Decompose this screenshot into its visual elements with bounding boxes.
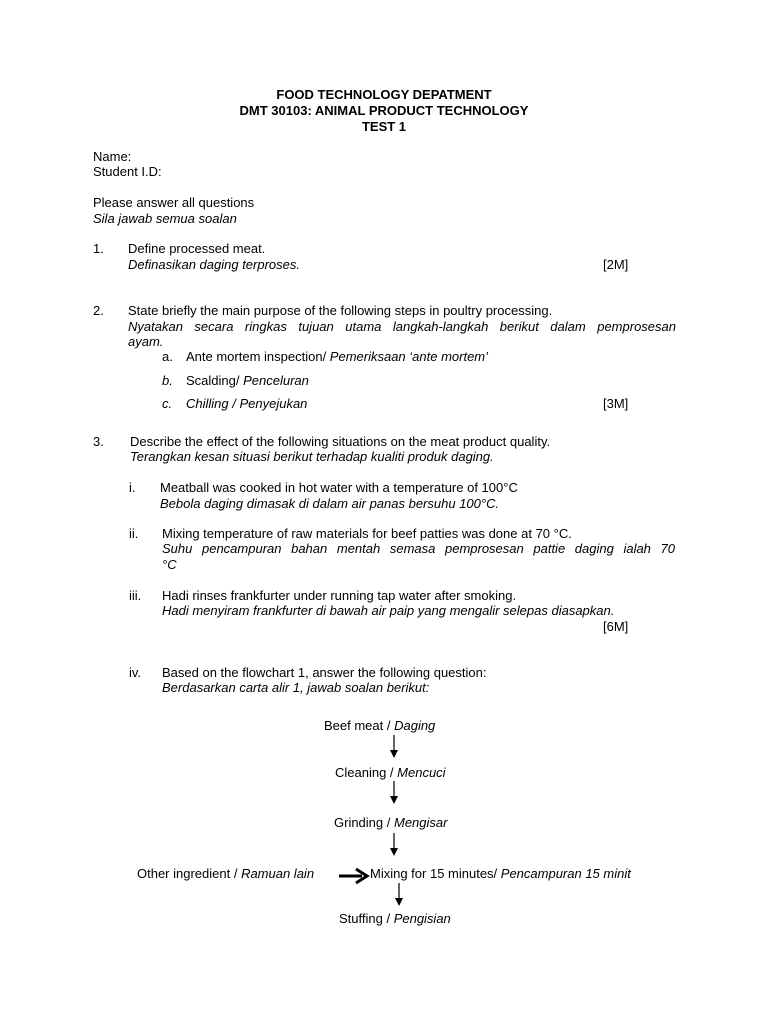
q2-marks: [3M] <box>603 396 629 411</box>
q3-item-i-en: Meatball was cooked in hot water with a temperature of 100°C <box>160 480 518 495</box>
q1-text-ms: Definasikan daging terproses. <box>128 257 300 272</box>
q3-item-ii-ms: Suhu pencampuran bahan mentah semasa pemprosesan pattie daging ialah 70 <box>162 541 675 556</box>
dept-title: FOOD TECHNOLOGY DEPATMENT <box>276 87 492 102</box>
flow-step5-ms: Pengisian <box>393 911 451 926</box>
instruction-ms: Sila jawab semua soalan <box>93 211 237 226</box>
q3-item-iv-ms: Berdasarkan carta alir 1, jawab soalan berikut: <box>162 680 430 695</box>
flow-arrow-down-icon <box>394 883 404 907</box>
flow-arrow-down-icon <box>389 781 399 805</box>
q3-text-ms: Terangkan kesan situasi berikut terhadap kualiti produk daging. <box>130 449 494 464</box>
flow-arrow-down-icon <box>389 735 399 759</box>
instruction-en: Please answer all questions <box>93 195 255 210</box>
q2-item-a-label: a. <box>162 349 173 364</box>
flow-arrow-down-icon <box>389 833 399 857</box>
test-title: TEST 1 <box>361 119 407 134</box>
flow-arrow-right-icon <box>338 866 370 886</box>
q3-item-i-ms: Bebola daging dimasak di dalam air panas bersuhu 100°C. <box>160 496 500 511</box>
q3-item-iv-label: iv. <box>129 665 142 680</box>
flow-side-ms: Ramuan lain <box>241 866 315 881</box>
flow-step1-ms: Daging <box>394 718 436 733</box>
course-title: DMT 30103: ANIMAL PRODUCT TECHNOLOGY <box>239 103 529 118</box>
student-id-label: Student I.D: <box>93 164 162 179</box>
flow-step4-en: Mixing for 15 minutes/ <box>370 866 501 881</box>
q3-item-iii-label: iii. <box>129 588 142 603</box>
q2-item-a <box>186 349 488 365</box>
flow-step-stuffing <box>339 911 451 927</box>
flow-step-mixing <box>370 866 631 882</box>
name-label: Name: <box>93 149 132 164</box>
q2-item-c-label: c. <box>162 396 173 411</box>
flow-step3-en: Grinding / <box>334 815 394 830</box>
flow-step-grinding <box>334 815 447 831</box>
flow-step2-en: Cleaning / <box>335 765 398 780</box>
flow-step1-en: Beef meat / <box>324 718 395 733</box>
q2-item-a-ms: Pemeriksaan ‘ante mortem’ <box>329 349 489 364</box>
flow-step5-en: Stuffing / <box>339 911 394 926</box>
flow-step-cleaning <box>335 765 446 781</box>
q3-item-ii-label: ii. <box>129 526 139 541</box>
q2-text-ms-line2: ayam. <box>128 334 164 349</box>
q2-number: 2. <box>93 303 104 318</box>
q3-item-iv-en: Based on the flowchart 1, answer the following question: <box>162 665 487 680</box>
q2-item-b <box>186 373 309 389</box>
flow-side-other-ingredient <box>137 866 314 882</box>
q2-item-b-label: b. <box>162 373 173 388</box>
q3-item-ii-en: Mixing temperature of raw materials for beef patties was done at 70 °C. <box>162 526 572 541</box>
q2-item-a-en: Ante mortem inspection/ <box>186 349 330 364</box>
q3-item-i-label: i. <box>129 480 136 495</box>
q2-item-b-en: Scalding/ <box>186 373 244 388</box>
flow-step3-ms: Mengisar <box>393 815 448 830</box>
flow-side-en: Other ingredient / <box>137 866 242 881</box>
q3-number: 3. <box>93 434 104 449</box>
q3-text-en: Describe the effect of the following situations on the meat product quality. <box>130 434 551 449</box>
q2-text-ms-line1: Nyatakan secara ringkas tujuan utama langkah-langkah berikut dalam pemprosesan <box>128 319 676 334</box>
q3-item-iii-en: Hadi rinses frankfurter under running tap water after smoking. <box>162 588 517 603</box>
q1-text-en: Define processed meat. <box>128 241 266 256</box>
q2-item-c: Chilling / Penyejukan <box>186 396 308 411</box>
q1-number: 1. <box>93 241 104 256</box>
flow-step2-ms: Mencuci <box>397 765 446 780</box>
q3-marks: [6M] <box>603 619 629 634</box>
flow-step-beef-meat <box>324 718 435 734</box>
q3-item-iii-ms: Hadi menyiram frankfurter di bawah air paip yang mengalir selepas diasapkan. <box>162 603 615 618</box>
q2-item-b-ms: Penceluran <box>243 373 309 388</box>
q2-text-en: State briefly the main purpose of the following steps in poultry processing. <box>128 303 553 318</box>
flow-step4-ms: Pencampuran 15 minit <box>500 866 631 881</box>
q3-item-ii-ms2: °C <box>162 557 177 572</box>
q1-marks: [2M] <box>603 257 629 272</box>
